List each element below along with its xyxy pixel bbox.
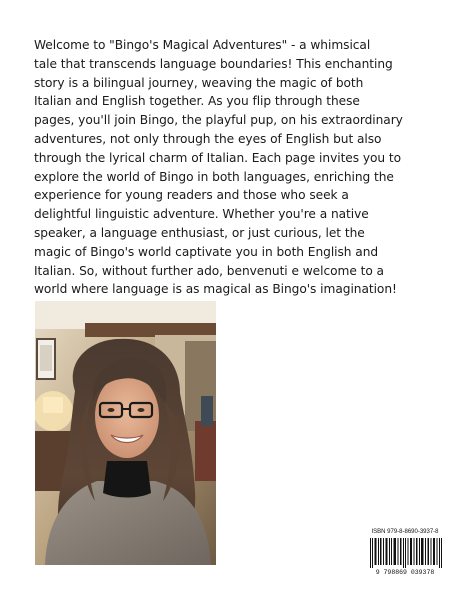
isbn-label: ISBN 979-8-8690-3937-8 — [371, 529, 439, 535]
author-photo-illustration — [35, 301, 216, 565]
author-photo — [35, 301, 216, 565]
barcode — [370, 538, 442, 568]
book-description: Welcome to "Bingo's Magical Adventures" - a whimsical tale that transcends language boundaries! This enchanting story is a bilingual journey, weaving the magic of both Italian and English together. As you flip through these pages, you'll join Bingo, the playful pup, on his extraordinary adventures, not only through the eyes of English but also through the lyrical charm of Italian. Each page invites you to explore the world of Bingo in both languages, enriching the experience for young readers and those who seek a delightful linguistic adventure. Whether you're a native speaker, a language enthusiast, or just curious, let the magic of Bingo's world captivate you in both English and Italian. So, without further ado, benvenuti e welcome to a world where language is as magical as Bingo's imagination! — [34, 38, 403, 297]
barcode-bars — [370, 538, 442, 568]
isbn-barcode-block — [366, 527, 444, 579]
barcode-digits: 9 798869 039378 — [375, 569, 435, 576]
